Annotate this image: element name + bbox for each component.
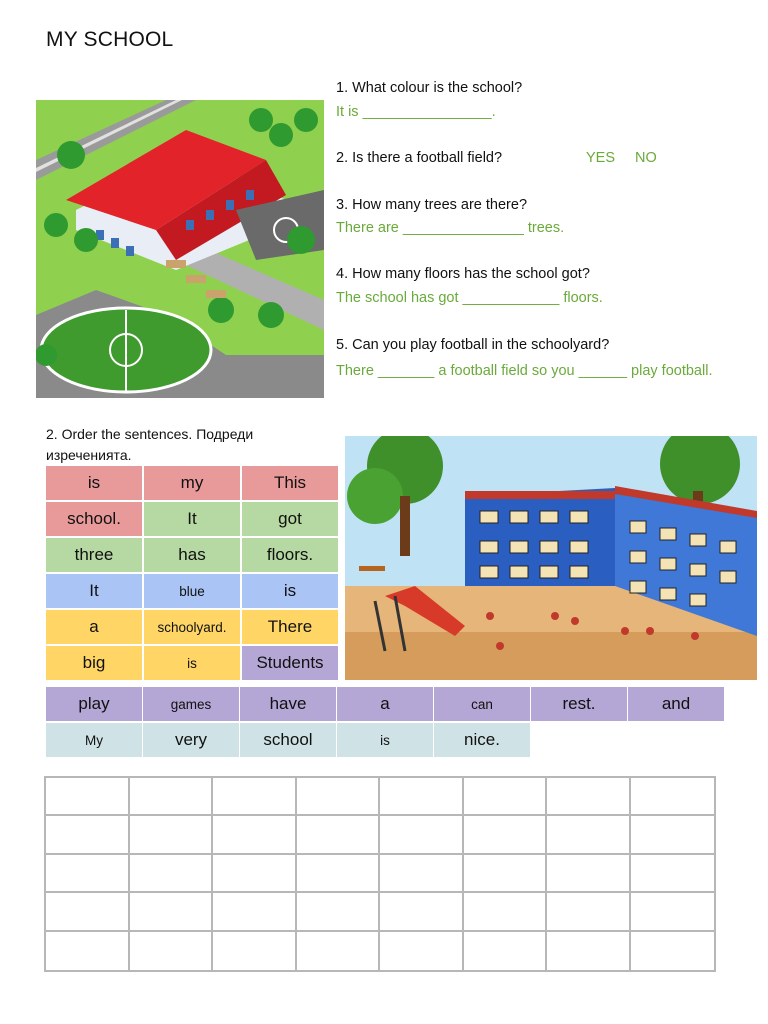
- grid-cell[interactable]: [297, 816, 381, 854]
- word-card[interactable]: have: [240, 687, 336, 721]
- grid-cell[interactable]: [380, 778, 464, 816]
- grid-cell[interactable]: [547, 778, 631, 816]
- word-card[interactable]: schoolyard.: [144, 610, 240, 644]
- word-card[interactable]: is: [46, 466, 142, 500]
- grid-cell[interactable]: [297, 855, 381, 893]
- word-card[interactable]: has: [144, 538, 240, 572]
- word-card[interactable]: There: [242, 610, 338, 644]
- word-card[interactable]: is: [144, 646, 240, 680]
- word-card[interactable]: school: [240, 723, 336, 757]
- grid-cell[interactable]: [547, 816, 631, 854]
- grid-cell[interactable]: [130, 816, 214, 854]
- grid-cell[interactable]: [380, 932, 464, 970]
- grid-cell[interactable]: [130, 778, 214, 816]
- word-card[interactable]: My: [46, 723, 142, 757]
- question-1: 1. What colour is the school?: [336, 80, 523, 96]
- grid-cell[interactable]: [213, 778, 297, 816]
- school-isometric-image: [36, 100, 324, 398]
- grid-cell[interactable]: [464, 816, 548, 854]
- word-card[interactable]: rest.: [531, 687, 627, 721]
- question-2: 2. Is there a football field?: [336, 150, 503, 166]
- question-5: 5. Can you play football in the schoolyard?: [336, 337, 610, 353]
- grid-cell[interactable]: [46, 816, 130, 854]
- question-4: 4. How many floors has the school got?: [336, 266, 590, 282]
- grid-cell[interactable]: [380, 855, 464, 893]
- word-card[interactable]: floors.: [242, 538, 338, 572]
- word-card[interactable]: my: [144, 466, 240, 500]
- word-card[interactable]: got: [242, 502, 338, 536]
- word-card[interactable]: school.: [46, 502, 142, 536]
- grid-cell[interactable]: [464, 778, 548, 816]
- grid-cell[interactable]: [297, 778, 381, 816]
- grid-cell[interactable]: [631, 893, 715, 931]
- section-2-title: 2. Order the sentences. Подреди изреченията.: [46, 426, 254, 463]
- grid-cell[interactable]: [130, 855, 214, 893]
- grid-cell[interactable]: [297, 932, 381, 970]
- grid-cell[interactable]: [213, 893, 297, 931]
- word-card[interactable]: and: [628, 687, 724, 721]
- word-card[interactable]: It: [46, 574, 142, 608]
- grid-cell[interactable]: [130, 893, 214, 931]
- grid-cell[interactable]: [547, 855, 631, 893]
- answer-3[interactable]: There are _______________ trees.: [336, 220, 565, 236]
- word-card[interactable]: Students: [242, 646, 338, 680]
- grid-cell[interactable]: [380, 893, 464, 931]
- word-card[interactable]: nice.: [434, 723, 530, 757]
- grid-cell[interactable]: [213, 932, 297, 970]
- word-card[interactable]: This: [242, 466, 338, 500]
- grid-cell[interactable]: [631, 816, 715, 854]
- grid-cell[interactable]: [213, 816, 297, 854]
- grid-cell[interactable]: [464, 932, 548, 970]
- grid-cell[interactable]: [631, 932, 715, 970]
- school-drawing-image: [345, 436, 757, 680]
- answer-5[interactable]: There _______ a football field so you ______ play football.: [336, 363, 713, 379]
- answer-grid: [44, 776, 716, 972]
- grid-cell[interactable]: [547, 893, 631, 931]
- grid-cell[interactable]: [464, 893, 548, 931]
- grid-cell[interactable]: [46, 893, 130, 931]
- grid-cell[interactable]: [380, 816, 464, 854]
- page-title: MY SCHOOL: [46, 28, 174, 51]
- word-card[interactable]: games: [143, 687, 239, 721]
- word-card[interactable]: very: [143, 723, 239, 757]
- word-card[interactable]: blue: [144, 574, 240, 608]
- word-card[interactable]: is: [242, 574, 338, 608]
- no-option[interactable]: NO: [635, 150, 657, 166]
- grid-cell[interactable]: [130, 932, 214, 970]
- question-3: 3. How many trees are there?: [336, 197, 528, 213]
- answer-1[interactable]: It is ________________.: [336, 104, 496, 120]
- grid-cell[interactable]: [464, 855, 548, 893]
- grid-cell[interactable]: [631, 855, 715, 893]
- word-card[interactable]: big: [46, 646, 142, 680]
- grid-cell[interactable]: [297, 893, 381, 931]
- grid-cell[interactable]: [46, 855, 130, 893]
- word-card[interactable]: three: [46, 538, 142, 572]
- word-card[interactable]: a: [337, 687, 433, 721]
- word-card[interactable]: a: [46, 610, 142, 644]
- grid-cell[interactable]: [213, 855, 297, 893]
- grid-cell[interactable]: [547, 932, 631, 970]
- grid-cell[interactable]: [46, 778, 130, 816]
- answer-4[interactable]: The school has got ____________ floors.: [336, 290, 603, 306]
- word-card[interactable]: It: [144, 502, 240, 536]
- word-card[interactable]: can: [434, 687, 530, 721]
- grid-cell[interactable]: [46, 932, 130, 970]
- word-card[interactable]: play: [46, 687, 142, 721]
- grid-cell[interactable]: [631, 778, 715, 816]
- word-card[interactable]: is: [337, 723, 433, 757]
- yes-option[interactable]: YES: [586, 150, 616, 166]
